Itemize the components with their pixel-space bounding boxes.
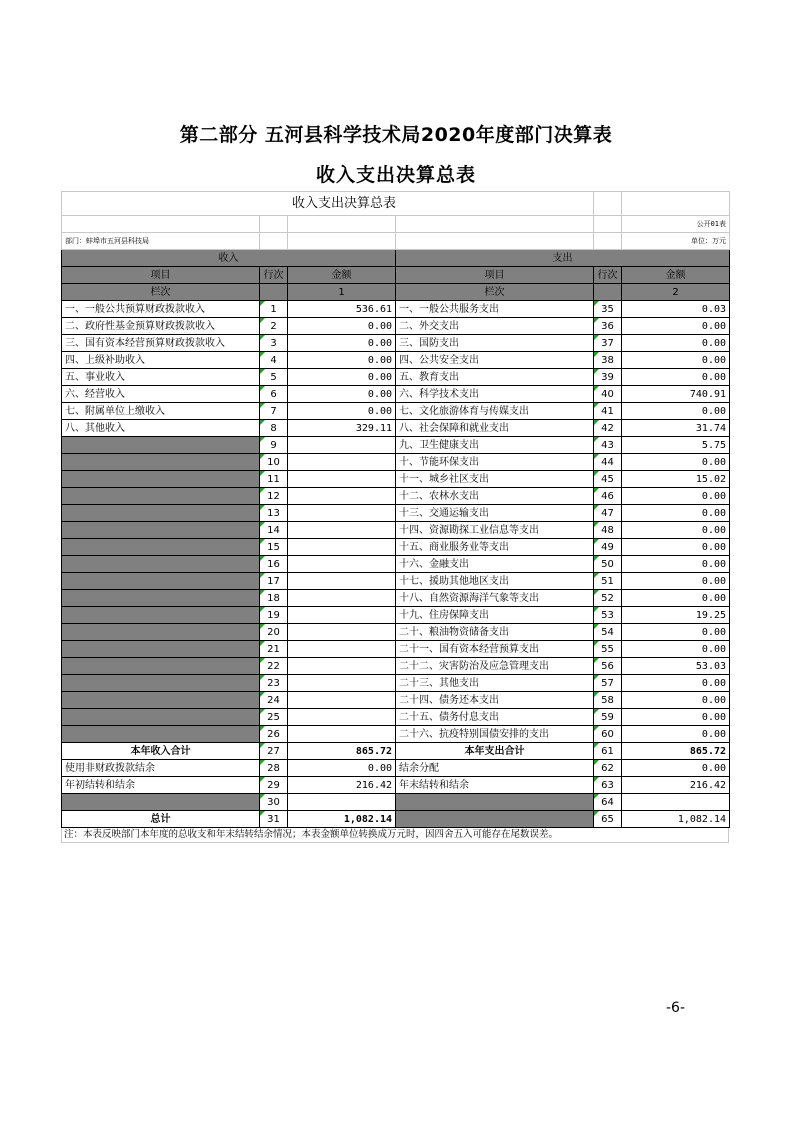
income-item: 二、政府性基金预算财政拨款收入 (62, 318, 260, 335)
table-row (62, 488, 730, 505)
table-row (62, 403, 730, 420)
income-item (62, 505, 260, 522)
expense-amount: 0.00 (622, 505, 730, 522)
expense-line-no: 41 (594, 403, 622, 420)
income-item (62, 488, 260, 505)
income-line-no: 24 (260, 692, 288, 709)
expense-line-no: 52 (594, 590, 622, 607)
expense-item: 二十二、灾害防治及应急管理支出 (396, 658, 594, 675)
income-line-no: 31 (260, 811, 288, 828)
page-number: -6- (666, 1000, 686, 1016)
income-line-no: 3 (260, 335, 288, 352)
expense-amount: 0.00 (622, 522, 730, 539)
expense-line-no: 39 (594, 369, 622, 386)
expense-amount: 0.00 (622, 488, 730, 505)
income-amount: 216.42 (288, 777, 396, 794)
income-line-no: 15 (260, 539, 288, 556)
expense-amount: 0.00 (622, 590, 730, 607)
income-line-no: 4 (260, 352, 288, 369)
income-amount (288, 641, 396, 658)
income-line-no: 8 (260, 420, 288, 437)
table-row (62, 607, 730, 624)
income-item: 总计 (62, 811, 260, 828)
table-row (62, 726, 730, 743)
table-row (62, 352, 730, 369)
expense-line-no: 44 (594, 454, 622, 471)
income-amount: 865.72 (288, 743, 396, 760)
income-amount: 0.00 (288, 369, 396, 386)
income-line-no: 9 (260, 437, 288, 454)
income-line-no: 28 (260, 760, 288, 777)
expense-amount: 0.00 (622, 675, 730, 692)
expense-amount: 0.00 (622, 539, 730, 556)
expense-amount (622, 794, 730, 811)
expense-column-number-label: 栏次 (396, 284, 594, 301)
expense-column-number: 2 (622, 284, 730, 301)
expense-line-no: 51 (594, 573, 622, 590)
expense-line-header: 行次 (594, 267, 622, 284)
expense-item: 十三、交通运输支出 (396, 505, 594, 522)
expense-item: 四、公共安全支出 (396, 352, 594, 369)
table-row (62, 522, 730, 539)
income-item (62, 692, 260, 709)
income-line-no: 30 (260, 794, 288, 811)
expense-item: 十一、城乡社区支出 (396, 471, 594, 488)
income-amount (288, 709, 396, 726)
expense-line-no: 64 (594, 794, 622, 811)
table-row (62, 420, 730, 437)
income-amount (288, 692, 396, 709)
expense-item: 二十、粮油物资储备支出 (396, 624, 594, 641)
expense-line-no: 63 (594, 777, 622, 794)
income-amount (288, 658, 396, 675)
income-item: 八、其他收入 (62, 420, 260, 437)
income-item: 年初结转和结余 (62, 777, 260, 794)
income-amount (288, 726, 396, 743)
income-item (62, 590, 260, 607)
expense-item: 十、节能环保支出 (396, 454, 594, 471)
income-amount (288, 590, 396, 607)
income-amount (288, 675, 396, 692)
expense-amount: 0.00 (622, 318, 730, 335)
table-row (62, 794, 730, 811)
table-row (62, 573, 730, 590)
expense-line-no: 60 (594, 726, 622, 743)
expense-item: 十九、住房保障支出 (396, 607, 594, 624)
income-amount (288, 556, 396, 573)
expense-amount: 5.75 (622, 437, 730, 454)
table-row (62, 301, 730, 318)
income-line-no: 21 (260, 641, 288, 658)
expense-item: 本年支出合计 (396, 743, 594, 760)
expense-line-no: 36 (594, 318, 622, 335)
income-item: 六、经营收入 (62, 386, 260, 403)
income-item (62, 454, 260, 471)
expense-item: 二、外交支出 (396, 318, 594, 335)
expense-line-no: 61 (594, 743, 622, 760)
expense-amount-header: 金额 (622, 267, 730, 284)
income-line-no: 11 (260, 471, 288, 488)
grand-total-row (62, 811, 730, 828)
income-line-no: 1 (260, 301, 288, 318)
total-row (62, 743, 730, 760)
income-item (62, 658, 260, 675)
form-number: 公开01表 (622, 216, 730, 233)
expense-item: 八、社会保障和就业支出 (396, 420, 594, 437)
income-amount (288, 505, 396, 522)
expense-item: 二十六、抗疫特别国债安排的支出 (396, 726, 594, 743)
expense-amount: 0.00 (622, 709, 730, 726)
expense-amount: 0.00 (622, 641, 730, 658)
income-item: 一、一般公共预算财政拨款收入 (62, 301, 260, 318)
expense-line-no: 53 (594, 607, 622, 624)
income-line-no: 19 (260, 607, 288, 624)
income-item (62, 522, 260, 539)
income-item (62, 471, 260, 488)
expense-amount: 216.42 (622, 777, 730, 794)
income-item: 五、事业收入 (62, 369, 260, 386)
expense-amount: 0.00 (622, 573, 730, 590)
income-line-no: 2 (260, 318, 288, 335)
page-title: 第二部分 五河县科学技术局2020年度部门决算表 (179, 124, 613, 146)
expense-item-header: 项目 (396, 267, 594, 284)
table-row (62, 539, 730, 556)
expense-line-no: 40 (594, 386, 622, 403)
income-line-no: 22 (260, 658, 288, 675)
income-item (62, 607, 260, 624)
table-row (62, 675, 730, 692)
expense-item: 七、文化旅游体育与传媒支出 (396, 403, 594, 420)
expense-item: 五、教育支出 (396, 369, 594, 386)
table-row (62, 777, 730, 794)
table-row (62, 454, 730, 471)
income-amount: 0.00 (288, 386, 396, 403)
income-item (62, 624, 260, 641)
income-amount (288, 471, 396, 488)
income-line-no: 5 (260, 369, 288, 386)
expense-amount: 0.00 (622, 760, 730, 777)
unit-label: 单位：万元 (622, 233, 730, 250)
expense-amount: 1,082.14 (622, 811, 730, 828)
income-amount (288, 539, 396, 556)
table-row (62, 556, 730, 573)
income-line-no: 6 (260, 386, 288, 403)
income-amount-header: 金额 (288, 267, 396, 284)
expense-line-no: 65 (594, 811, 622, 828)
table-note: 注：本表反映部门本年度的总收支和年末结转结余情况；本表金额单位转换成万元时，因四舍五入可能存在尾数误差。 (61, 828, 729, 843)
expense-amount: 0.00 (622, 335, 730, 352)
income-line-no: 12 (260, 488, 288, 505)
income-item (62, 675, 260, 692)
expense-line-no: 58 (594, 692, 622, 709)
summary-table (61, 191, 730, 828)
income-item (62, 556, 260, 573)
income-amount (288, 607, 396, 624)
income-item (62, 794, 260, 811)
expense-item: 十二、农林水支出 (396, 488, 594, 505)
table-row (62, 590, 730, 607)
expense-amount: 53.03 (622, 658, 730, 675)
income-amount: 329.11 (288, 420, 396, 437)
expense-amount: 0.00 (622, 692, 730, 709)
table-row (62, 692, 730, 709)
expense-amount: 0.00 (622, 369, 730, 386)
income-line-no: 27 (260, 743, 288, 760)
income-line-no: 16 (260, 556, 288, 573)
income-amount: 0.00 (288, 760, 396, 777)
table-title: 收入支出决算总表 (62, 192, 396, 216)
expense-line-no: 59 (594, 709, 622, 726)
expense-item: 十五、商业服务业等支出 (396, 539, 594, 556)
income-amount (288, 437, 396, 454)
expense-amount: 0.00 (622, 726, 730, 743)
expense-item (396, 794, 594, 811)
expense-item: 二十三、其他支出 (396, 675, 594, 692)
table-row (62, 386, 730, 403)
table-row (62, 471, 730, 488)
expense-header: 支出 (396, 250, 730, 267)
income-amount: 0.00 (288, 335, 396, 352)
department-label: 部门：蚌埠市五河县科技局 (62, 233, 260, 250)
expense-line-no: 35 (594, 301, 622, 318)
income-line-no: 14 (260, 522, 288, 539)
income-line-no: 7 (260, 403, 288, 420)
income-item (62, 726, 260, 743)
income-line-no: 18 (260, 590, 288, 607)
expense-amount: 0.00 (622, 556, 730, 573)
expense-amount: 0.00 (622, 403, 730, 420)
income-item (62, 539, 260, 556)
income-item: 四、上级补助收入 (62, 352, 260, 369)
expense-amount: 15.02 (622, 471, 730, 488)
expense-item: 一、一般公共服务支出 (396, 301, 594, 318)
expense-item: 二十四、债务还本支出 (396, 692, 594, 709)
income-amount (288, 573, 396, 590)
expense-line-no: 48 (594, 522, 622, 539)
income-item (62, 437, 260, 454)
expense-item: 九、卫生健康支出 (396, 437, 594, 454)
expense-line-no: 54 (594, 624, 622, 641)
income-header: 收入 (62, 250, 396, 267)
income-item (62, 641, 260, 658)
income-line-no: 20 (260, 624, 288, 641)
expense-item: 六、科学技术支出 (396, 386, 594, 403)
table-row (62, 658, 730, 675)
income-amount (288, 522, 396, 539)
income-item-header: 项目 (62, 267, 260, 284)
income-amount (288, 794, 396, 811)
budget-sheet (61, 191, 729, 843)
expense-item: 十四、资源勘探工业信息等支出 (396, 522, 594, 539)
expense-item: 结余分配 (396, 760, 594, 777)
expense-line-no: 49 (594, 539, 622, 556)
expense-line-no: 46 (594, 488, 622, 505)
income-line-no: 29 (260, 777, 288, 794)
income-line-header: 行次 (260, 267, 288, 284)
table-row (62, 437, 730, 454)
expense-item: 二十五、债务付息支出 (396, 709, 594, 726)
table-row (62, 709, 730, 726)
income-item: 使用非财政拨款结余 (62, 760, 260, 777)
income-item: 七、附属单位上缴收入 (62, 403, 260, 420)
expense-amount: 0.03 (622, 301, 730, 318)
expense-item: 十七、援助其他地区支出 (396, 573, 594, 590)
table-row (62, 624, 730, 641)
income-amount (288, 488, 396, 505)
table-row (62, 641, 730, 658)
expense-item: 十八、自然资源海洋气象等支出 (396, 590, 594, 607)
income-line-no: 26 (260, 726, 288, 743)
expense-amount: 0.00 (622, 454, 730, 471)
expense-item: 三、国防支出 (396, 335, 594, 352)
expense-amount: 0.00 (622, 352, 730, 369)
income-line-no: 23 (260, 675, 288, 692)
income-line-no: 25 (260, 709, 288, 726)
expense-item: 年末结转和结余 (396, 777, 594, 794)
expense-item (396, 811, 594, 828)
page-subtitle: 收入支出决算总表 (315, 164, 476, 186)
table-row (62, 505, 730, 522)
expense-amount: 19.25 (622, 607, 730, 624)
income-column-number: 1 (288, 284, 396, 301)
table-row (62, 760, 730, 777)
income-item: 三、国有资本经营预算财政拨款收入 (62, 335, 260, 352)
expense-line-no: 56 (594, 658, 622, 675)
expense-line-no: 55 (594, 641, 622, 658)
expense-amount: 740.91 (622, 386, 730, 403)
income-amount (288, 624, 396, 641)
income-line-no: 10 (260, 454, 288, 471)
expense-line-no: 47 (594, 505, 622, 522)
expense-line-no: 42 (594, 420, 622, 437)
income-item: 本年收入合计 (62, 743, 260, 760)
income-amount: 1,082.14 (288, 811, 396, 828)
income-amount (288, 454, 396, 471)
expense-line-no: 38 (594, 352, 622, 369)
income-line-no: 13 (260, 505, 288, 522)
table-row (62, 318, 730, 335)
expense-amount: 31.74 (622, 420, 730, 437)
income-item (62, 709, 260, 726)
income-item (62, 573, 260, 590)
income-column-number-label: 栏次 (62, 284, 260, 301)
income-amount: 0.00 (288, 318, 396, 335)
expense-item: 二十一、国有资本经营预算支出 (396, 641, 594, 658)
income-amount: 536.61 (288, 301, 396, 318)
expense-line-no: 62 (594, 760, 622, 777)
income-amount: 0.00 (288, 352, 396, 369)
expense-amount: 865.72 (622, 743, 730, 760)
expense-line-no: 57 (594, 675, 622, 692)
expense-line-no: 43 (594, 437, 622, 454)
expense-item: 十六、金融支出 (396, 556, 594, 573)
expense-line-no: 37 (594, 335, 622, 352)
income-line-no: 17 (260, 573, 288, 590)
expense-line-no: 50 (594, 556, 622, 573)
table-row (62, 335, 730, 352)
table-row (62, 369, 730, 386)
expense-amount: 0.00 (622, 624, 730, 641)
expense-line-no: 45 (594, 471, 622, 488)
income-amount: 0.00 (288, 403, 396, 420)
